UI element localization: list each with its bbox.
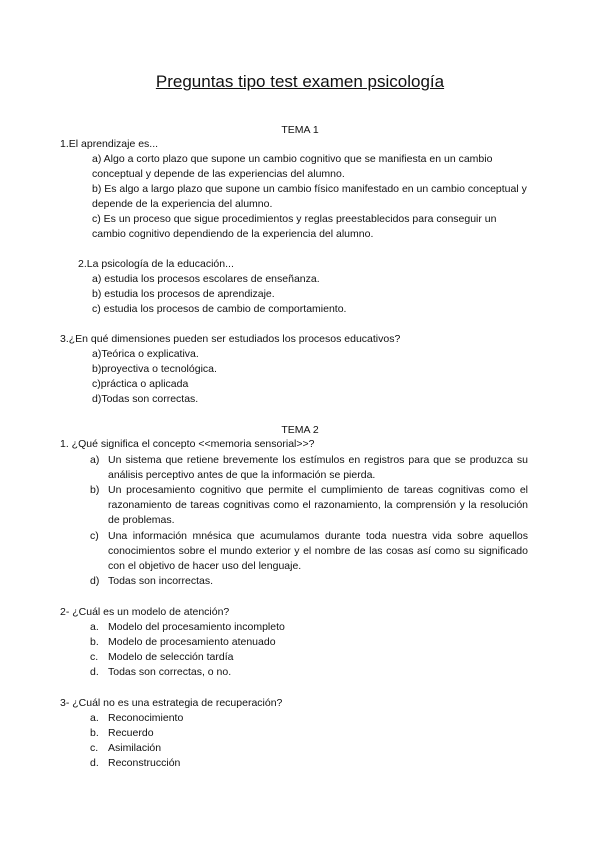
option-2-2-a: Modelo del procesamiento incompleto xyxy=(108,621,285,633)
option-1-2-c: c) estudia los procesos de cambio de comportamiento. xyxy=(92,303,347,315)
option-label-2-2-a: a. xyxy=(90,621,99,633)
option-1-1-c: c) Es un proceso que sigue procedimientos y reglas preestablecidos para conseguir un cambio cognitivo dependiendo de la experiencia del alumno. xyxy=(92,213,497,241)
option-2-2-d: Todas son correctas, o no. xyxy=(108,666,232,678)
option-2-2-b: Modelo de procesamiento atenuado xyxy=(108,636,276,648)
option-2-2-c: Modelo de selección tardía xyxy=(108,651,234,663)
option-label-2-2-b: b. xyxy=(90,636,99,648)
option-2-1-d: Todas son incorrectas. xyxy=(108,575,214,587)
option-1-3-d: d)Todas son correctas. xyxy=(92,393,199,405)
question-1-2: 2.La psicología de la educación... xyxy=(78,258,234,270)
page-title: Preguntas tipo test examen psicología xyxy=(155,72,445,91)
option-1-3-a: a)Teórica o explicativa. xyxy=(92,348,199,360)
option-label-2-3-a: a. xyxy=(90,712,99,724)
option-2-3-a: Reconocimiento xyxy=(108,712,184,724)
option-2-1-b: Un procesamiento cognitivo que permite el cumplimiento de tareas cognitivas como el razonamiento de tareas cognitivas como el razonamiento, la comprensión y la resolución de problemas. xyxy=(108,484,528,527)
section-heading-tema-2: TEMA 2 xyxy=(281,424,319,436)
option-label-2-1-b: b) xyxy=(90,484,100,496)
option-1-1-b: b) Es algo a largo plazo que supone un cambio físico manifestado en un cambio conceptual y depende de la experiencia del alumno. xyxy=(92,183,527,211)
option-1-1-a: a) Algo a corto plazo que supone un cambio cognitivo que se manifiesta en un cambio conceptual y depende de las experiencias del alumno. xyxy=(92,153,493,181)
option-1-2-a: a) estudia los procesos escolares de enseñanza. xyxy=(92,273,320,285)
option-2-3-d: Reconstrucción xyxy=(108,757,181,769)
option-label-2-1-c: c) xyxy=(90,530,99,542)
option-label-2-3-c: c. xyxy=(90,742,99,754)
option-label-2-3-d: d. xyxy=(90,757,99,769)
option-1-3-b: b)proyectiva o tecnológica. xyxy=(92,363,217,375)
option-label-2-3-b: b. xyxy=(90,727,99,739)
option-2-3-c: Asimilación xyxy=(108,742,162,754)
question-2-3: 3- ¿Cuál no es una estrategia de recuperación? xyxy=(60,697,283,709)
option-label-2-2-c: c. xyxy=(90,651,99,663)
option-label-2-1-a: a) xyxy=(90,454,100,466)
option-label-2-2-d: d. xyxy=(90,666,99,678)
option-1-3-c: c)práctica o aplicada xyxy=(92,378,189,390)
question-2-1: 1. ¿Qué significa el concepto <<memoria sensorial>>? xyxy=(60,438,315,450)
option-2-3-b: Recuerdo xyxy=(108,727,154,739)
section-heading-tema-1: TEMA 1 xyxy=(281,124,319,136)
option-1-2-b: b) estudia los procesos de aprendizaje. xyxy=(92,288,275,300)
option-label-2-1-d: d) xyxy=(90,575,100,587)
option-2-1-c: Una información mnésica que acumulamos durante toda nuestra vida sobre aquellos conocimientos sobre el mundo exterior y el nombre de las cosas así como su significado con el objetivo de hacer uso del lenguaje. xyxy=(108,530,528,573)
question-2-2: 2- ¿Cuál es un modelo de atención? xyxy=(60,606,230,618)
question-1-3: 3.¿En qué dimensiones pueden ser estudiados los procesos educativos? xyxy=(60,333,401,345)
option-2-1-a: Un sistema que retiene brevemente los estímulos en registros para que se produzca su análisis perceptivo antes de que la información se pierda. xyxy=(108,454,528,482)
question-1-1: 1.El aprendizaje es... xyxy=(60,138,159,150)
